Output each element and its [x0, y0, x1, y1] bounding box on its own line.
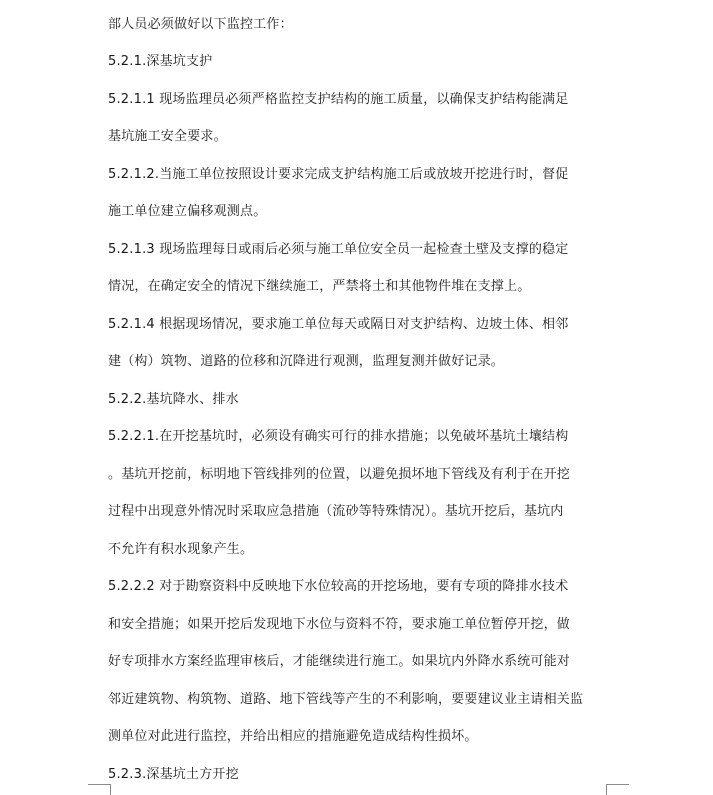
text-line: 建（构）筑物、道路的位移和沉降进行观测，监理复测并做好记录。: [108, 354, 505, 369]
text-line: 不允许有积水现象产生。: [108, 542, 254, 557]
text-line: 过程中出现意外情况时采取应急措施（流砂等特殊情况）。基坑开挖后，基坑内: [108, 504, 564, 519]
text-line: 。基坑开挖前，标明地下管线排列的位置，以避免损坏地下管线及有利于在开挖: [108, 467, 571, 482]
text-line: 5.2.1.2.当施工单位按照设计要求完成支护结构施工后或放坡开挖进行时，督促: [108, 167, 569, 182]
section-heading: 5.2.1.深基坑支护: [108, 54, 213, 69]
text-line: 5.2.1.3 现场监理每日或雨后必须与施工单位安全员一起检查土壁及支撑的稳定: [108, 242, 569, 257]
text-line: 5.2.1.4 根据现场情况，要求施工单位每天或隔日对支护结构、边坡土体、相邻: [108, 317, 569, 332]
text-line: 测单位对此进行监控，并给出相应的措施避免造成结构性损坏。: [108, 729, 478, 744]
page-corner-mark-right: [606, 784, 629, 795]
text-line: 5.2.2.2 对于勘察资料中反映地下水位较高的开挖场地，要有专项的降排水技术: [108, 579, 569, 594]
text-line: 施工单位建立偏移观测点。: [108, 204, 267, 219]
page-corner-mark-left: [88, 784, 111, 795]
text-line: 部人员必须做好以下监控工作：: [108, 17, 293, 32]
section-heading: 5.2.3.深基坑土方开挖: [108, 767, 239, 782]
text-line: 5.2.1.1 现场监理员必须严格监控支护结构的施工质量，以确保支护结构能满足: [108, 92, 569, 107]
text-line: 5.2.2.1.在开挖基坑时，必须设有确实可行的排水措施；以免破坏基坑土壤结构: [108, 429, 569, 444]
text-line: 基坑施工安全要求。: [108, 129, 227, 144]
section-heading: 5.2.2.基坑降水、排水: [108, 392, 239, 407]
text-line: 情况，在确定安全的情况下继续施工，严禁将土和其他物件堆在支撑上。: [108, 279, 531, 294]
text-line: 邻近建筑物、构筑物、道路、地下管线等产生的不利影响，要要建议业主请相关监: [108, 692, 584, 707]
text-line: 好专项排水方案经监理审核后，才能继续进行施工。如果坑内外降水系统可能对: [108, 654, 571, 669]
text-line: 和安全措施；如果开挖后发现地下水位与资料不符，要求施工单位暂停开挖，做: [108, 617, 571, 632]
